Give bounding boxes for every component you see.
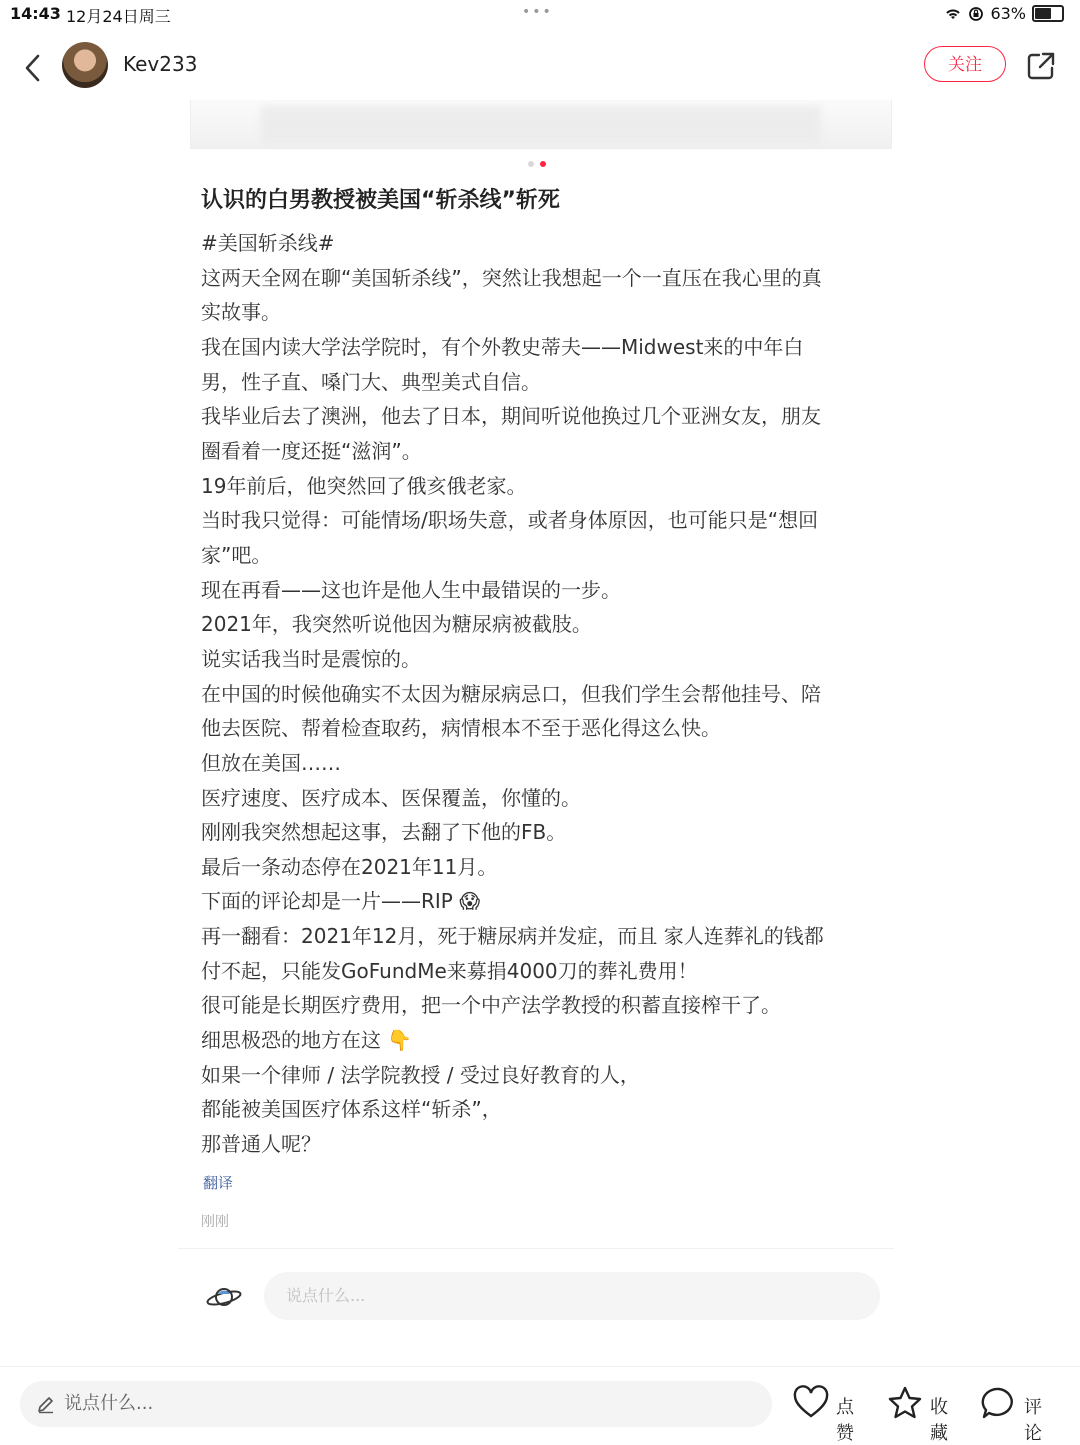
post-body-line: 他去医院、帮着检查取药，病情根本不至于恶化得这么快。 (201, 716, 721, 741)
post-body-line: 都能被美国医疗体系这样“斩杀”， (201, 1097, 502, 1122)
post-body-line: 说实话我当时是震惊的。 (201, 646, 421, 671)
post-image (261, 106, 821, 144)
carousel-dot-active (540, 161, 546, 167)
post-time: 刚刚 (201, 1214, 229, 1230)
share-icon[interactable] (1025, 50, 1057, 82)
post-body-line: 实故事。 (201, 300, 281, 325)
planet-icon (205, 1280, 243, 1314)
bottom-comment-input[interactable]: 说点什么... (20, 1381, 772, 1427)
status-date: 12月24日周三 (66, 7, 171, 26)
follow-button[interactable]: 关注 (924, 46, 1006, 82)
post-body-line: 付不起，只能发GoFundMe来募捐4000刀的葬礼费用！ (201, 958, 698, 983)
post-title: 认识的白男教授被美国“斩杀线”斩死 (201, 188, 560, 213)
post-body (201, 226, 891, 1162)
post-body-line: 最后一条动态停在2021年11月。 (201, 854, 498, 879)
post-body-line: 那普通人呢？ (201, 1132, 321, 1157)
back-arrow-icon[interactable] (18, 50, 48, 86)
heart-icon (792, 1385, 830, 1419)
post-image-carousel[interactable] (190, 100, 892, 149)
post-body-line: 现在再看——这也许是他人生中最错误的一步。 (201, 577, 621, 602)
star-icon (886, 1385, 924, 1421)
like-label: 点赞 (836, 1397, 854, 1444)
battery-percent: 63% (990, 4, 1026, 23)
post-body-line: 我毕业后去了澳洲，他去了日本，期间听说他换过几个亚洲女友，朋友 (201, 404, 821, 429)
divider (178, 1248, 894, 1249)
battery-fill (1035, 8, 1051, 19)
bottom-divider (0, 1366, 1080, 1367)
post-body-line: 家”吧。 (201, 542, 272, 567)
post-header (0, 36, 1080, 100)
status-right (944, 4, 1064, 23)
comment-label: 评论 (1024, 1397, 1042, 1444)
carousel-indicator (528, 161, 546, 167)
post-body-line: 当时我只觉得：可能情场/职场失意，或者身体原因，也可能只是“想回 (201, 508, 819, 533)
status-bar (0, 0, 1080, 28)
carousel-dot (528, 161, 534, 167)
translate-link[interactable]: 翻译 (203, 1174, 234, 1192)
comment-bubble-icon (980, 1385, 1018, 1421)
post-body-line: 2021年，我突然听说他因为糖尿病被截肢。 (201, 612, 592, 637)
comment-input[interactable]: 说点什么... (264, 1272, 880, 1320)
post-body-line: 刚刚我突然想起这事，去翻了下他的FB。 (201, 820, 567, 845)
post-body-line: 但放在美国…… (201, 750, 341, 775)
collect-label: 收藏 (930, 1397, 948, 1444)
post-body-line: 下面的评论却是一片——RIP 😱 (201, 889, 481, 914)
post-body-line: 医疗速度、医疗成本、医保覆盖，你懂的。 (201, 785, 581, 810)
post-body-line: 19年前后，他突然回了俄亥俄老家。 (201, 473, 527, 498)
avatar[interactable] (62, 42, 108, 88)
wifi-icon (944, 7, 962, 21)
battery-icon (1032, 5, 1064, 22)
pencil-icon (36, 1394, 56, 1414)
post-body-line: 男，性子直、嗓门大、典型美式自信。 (201, 369, 541, 394)
post-body-line: 如果一个律师 / 法学院教授 / 受过良好教育的人， (201, 1062, 640, 1087)
status-time: 14:43 (10, 4, 61, 23)
post-body-line: 细思极恐的地方在这 👇 (201, 1028, 413, 1053)
multitasking-dots[interactable]: ••• (522, 4, 553, 20)
post-body-line: 很可能是长期医疗费用，把一个中产法学教授的积蓄直接榨干了。 (201, 993, 781, 1018)
post-body-line: 这两天全网在聊“美国斩杀线”，突然让我想起一个一直压在我心里的真 (201, 265, 822, 290)
post-body-line: 圈看着一度还挺“滋润”。 (201, 438, 422, 463)
post-body-line: 在中国的时候他确实不太因为糖尿病忌口，但我们学生会帮他挂号、陪 (201, 681, 821, 706)
post-body-line: 我在国内读大学法学院时，有个外教史蒂夫——Midwest来的中年白 (201, 334, 804, 359)
author-username[interactable]: Kev233 (123, 52, 198, 76)
post-body-line: 再一翻看：2021年12月，死于糖尿病并发症，而且 家人连葬礼的钱都 (201, 924, 824, 949)
rotation-lock-icon (968, 6, 984, 22)
hashtag-line[interactable]: #美国斩杀线# (201, 231, 335, 255)
